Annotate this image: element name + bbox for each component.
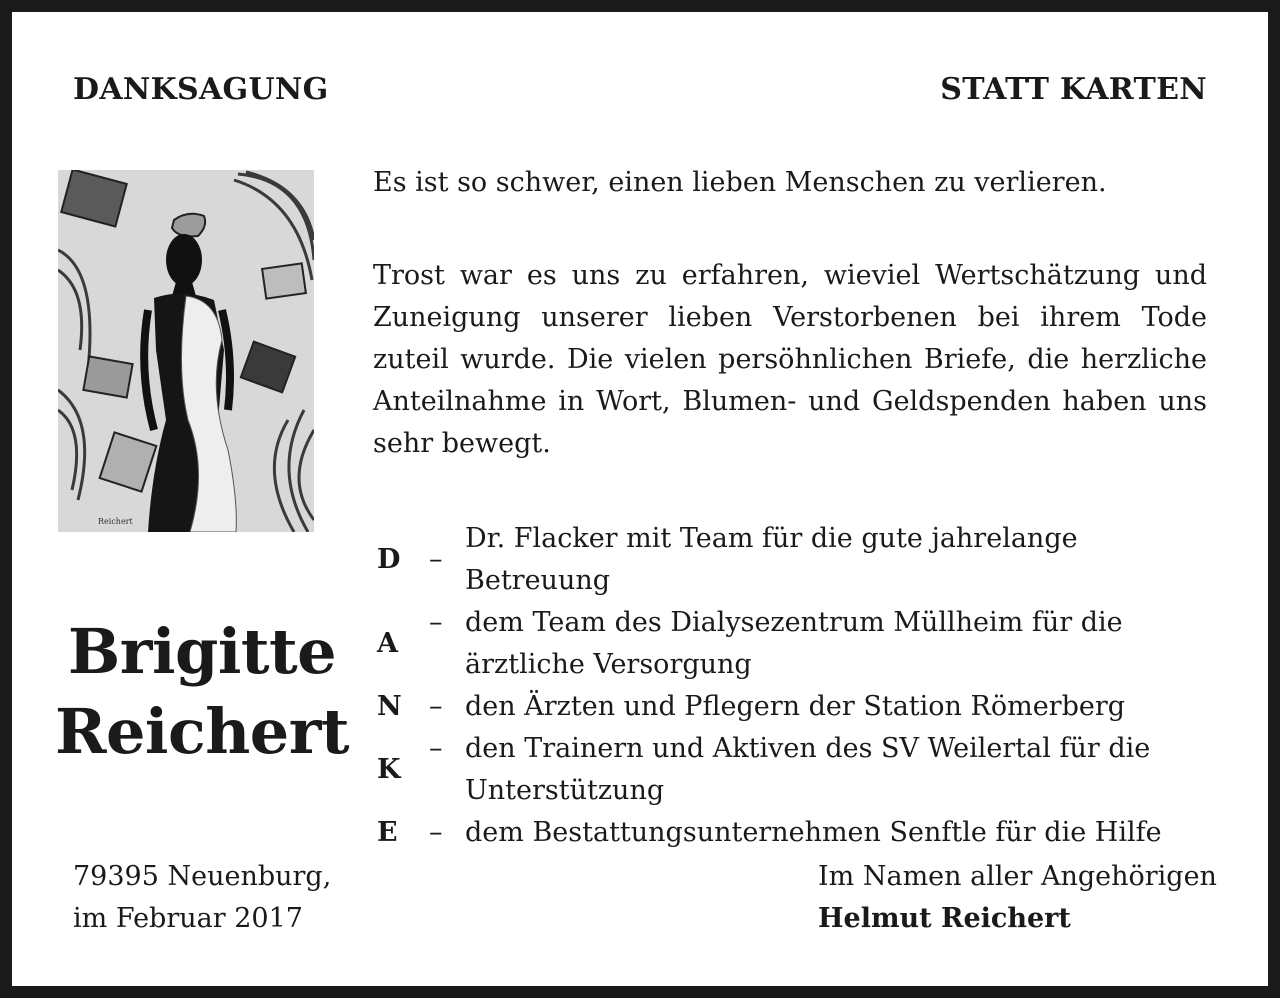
thanks-dash: – (429, 607, 443, 638)
thanks-item-a (373, 602, 1223, 686)
thanks-letter: A (377, 628, 398, 659)
thanks-text (465, 728, 1223, 812)
thanks-item-d (373, 518, 1223, 602)
header-title-right: STATT KARTEN (940, 72, 1207, 107)
thanks-letter: E (377, 817, 398, 848)
painting-signature: Reichert (98, 517, 133, 526)
thanks-dash: – (429, 544, 443, 575)
thanks-line: dem Team des Dialysezentrum Müllheim für die (465, 607, 1123, 638)
thanks-line: ärztliche Versorgung (465, 649, 752, 680)
deceased-last-name: Reichert (54, 695, 350, 768)
thanks-text (465, 602, 1223, 686)
thanks-line: den Ärzten und Pflegern der Station Römerberg (465, 691, 1126, 722)
main-paragraph: Trost war es uns zu erfahren, wieviel Wertschätzung und Zuneigung unserer lieben Verstorbenen bei ihrem Tode zuteil wurde. Die vielen persöhnlichen Briefe, die herzliche Anteilnahme in Wort, Blumen- und Geldspenden haben uns sehr bewegt. (373, 260, 1207, 459)
painting-woman-in-dress-icon (58, 170, 314, 532)
thanks-line: Dr. Flacker mit Team für die gute jahrelange Betreuung (465, 523, 1078, 596)
thanks-text (465, 812, 1223, 854)
intro-paragraph: Es ist so schwer, einen lieben Menschen zu verlieren. (373, 167, 1107, 198)
signature-intro: Im Namen aller Angehörigen (818, 861, 1217, 892)
obituary-card (12, 12, 1268, 986)
thanks-item-k (373, 728, 1223, 812)
thanks-dash: – (429, 691, 443, 722)
place-line: 79395 Neuenburg, (73, 861, 332, 892)
thanks-dash: – (429, 733, 443, 764)
thanks-list (373, 518, 1223, 854)
thanks-text (465, 518, 1223, 602)
thanks-dash: – (429, 817, 443, 848)
signature-name: Helmut Reichert (818, 903, 1071, 934)
deceased-name (42, 612, 362, 772)
date-line: im Februar 2017 (73, 903, 303, 934)
deceased-first-name: Brigitte (67, 615, 337, 688)
thanks-item-e (373, 812, 1223, 854)
thanks-line: den Trainern und Aktiven des SV Weilertal für die (465, 733, 1151, 764)
thanks-line: dem Bestattungsunternehmen Senftle für die Hilfe (465, 817, 1162, 848)
thanks-letter: K (377, 754, 401, 785)
signature-block (818, 856, 1217, 940)
thanks-text (465, 686, 1223, 728)
place-date (73, 856, 331, 940)
thanks-letter: D (377, 544, 401, 575)
thanks-item-n (373, 686, 1223, 728)
thanks-letter: N (377, 691, 402, 722)
header-title-left: DANKSAGUNG (73, 72, 329, 107)
thanks-line: Unterstützung (465, 775, 665, 806)
